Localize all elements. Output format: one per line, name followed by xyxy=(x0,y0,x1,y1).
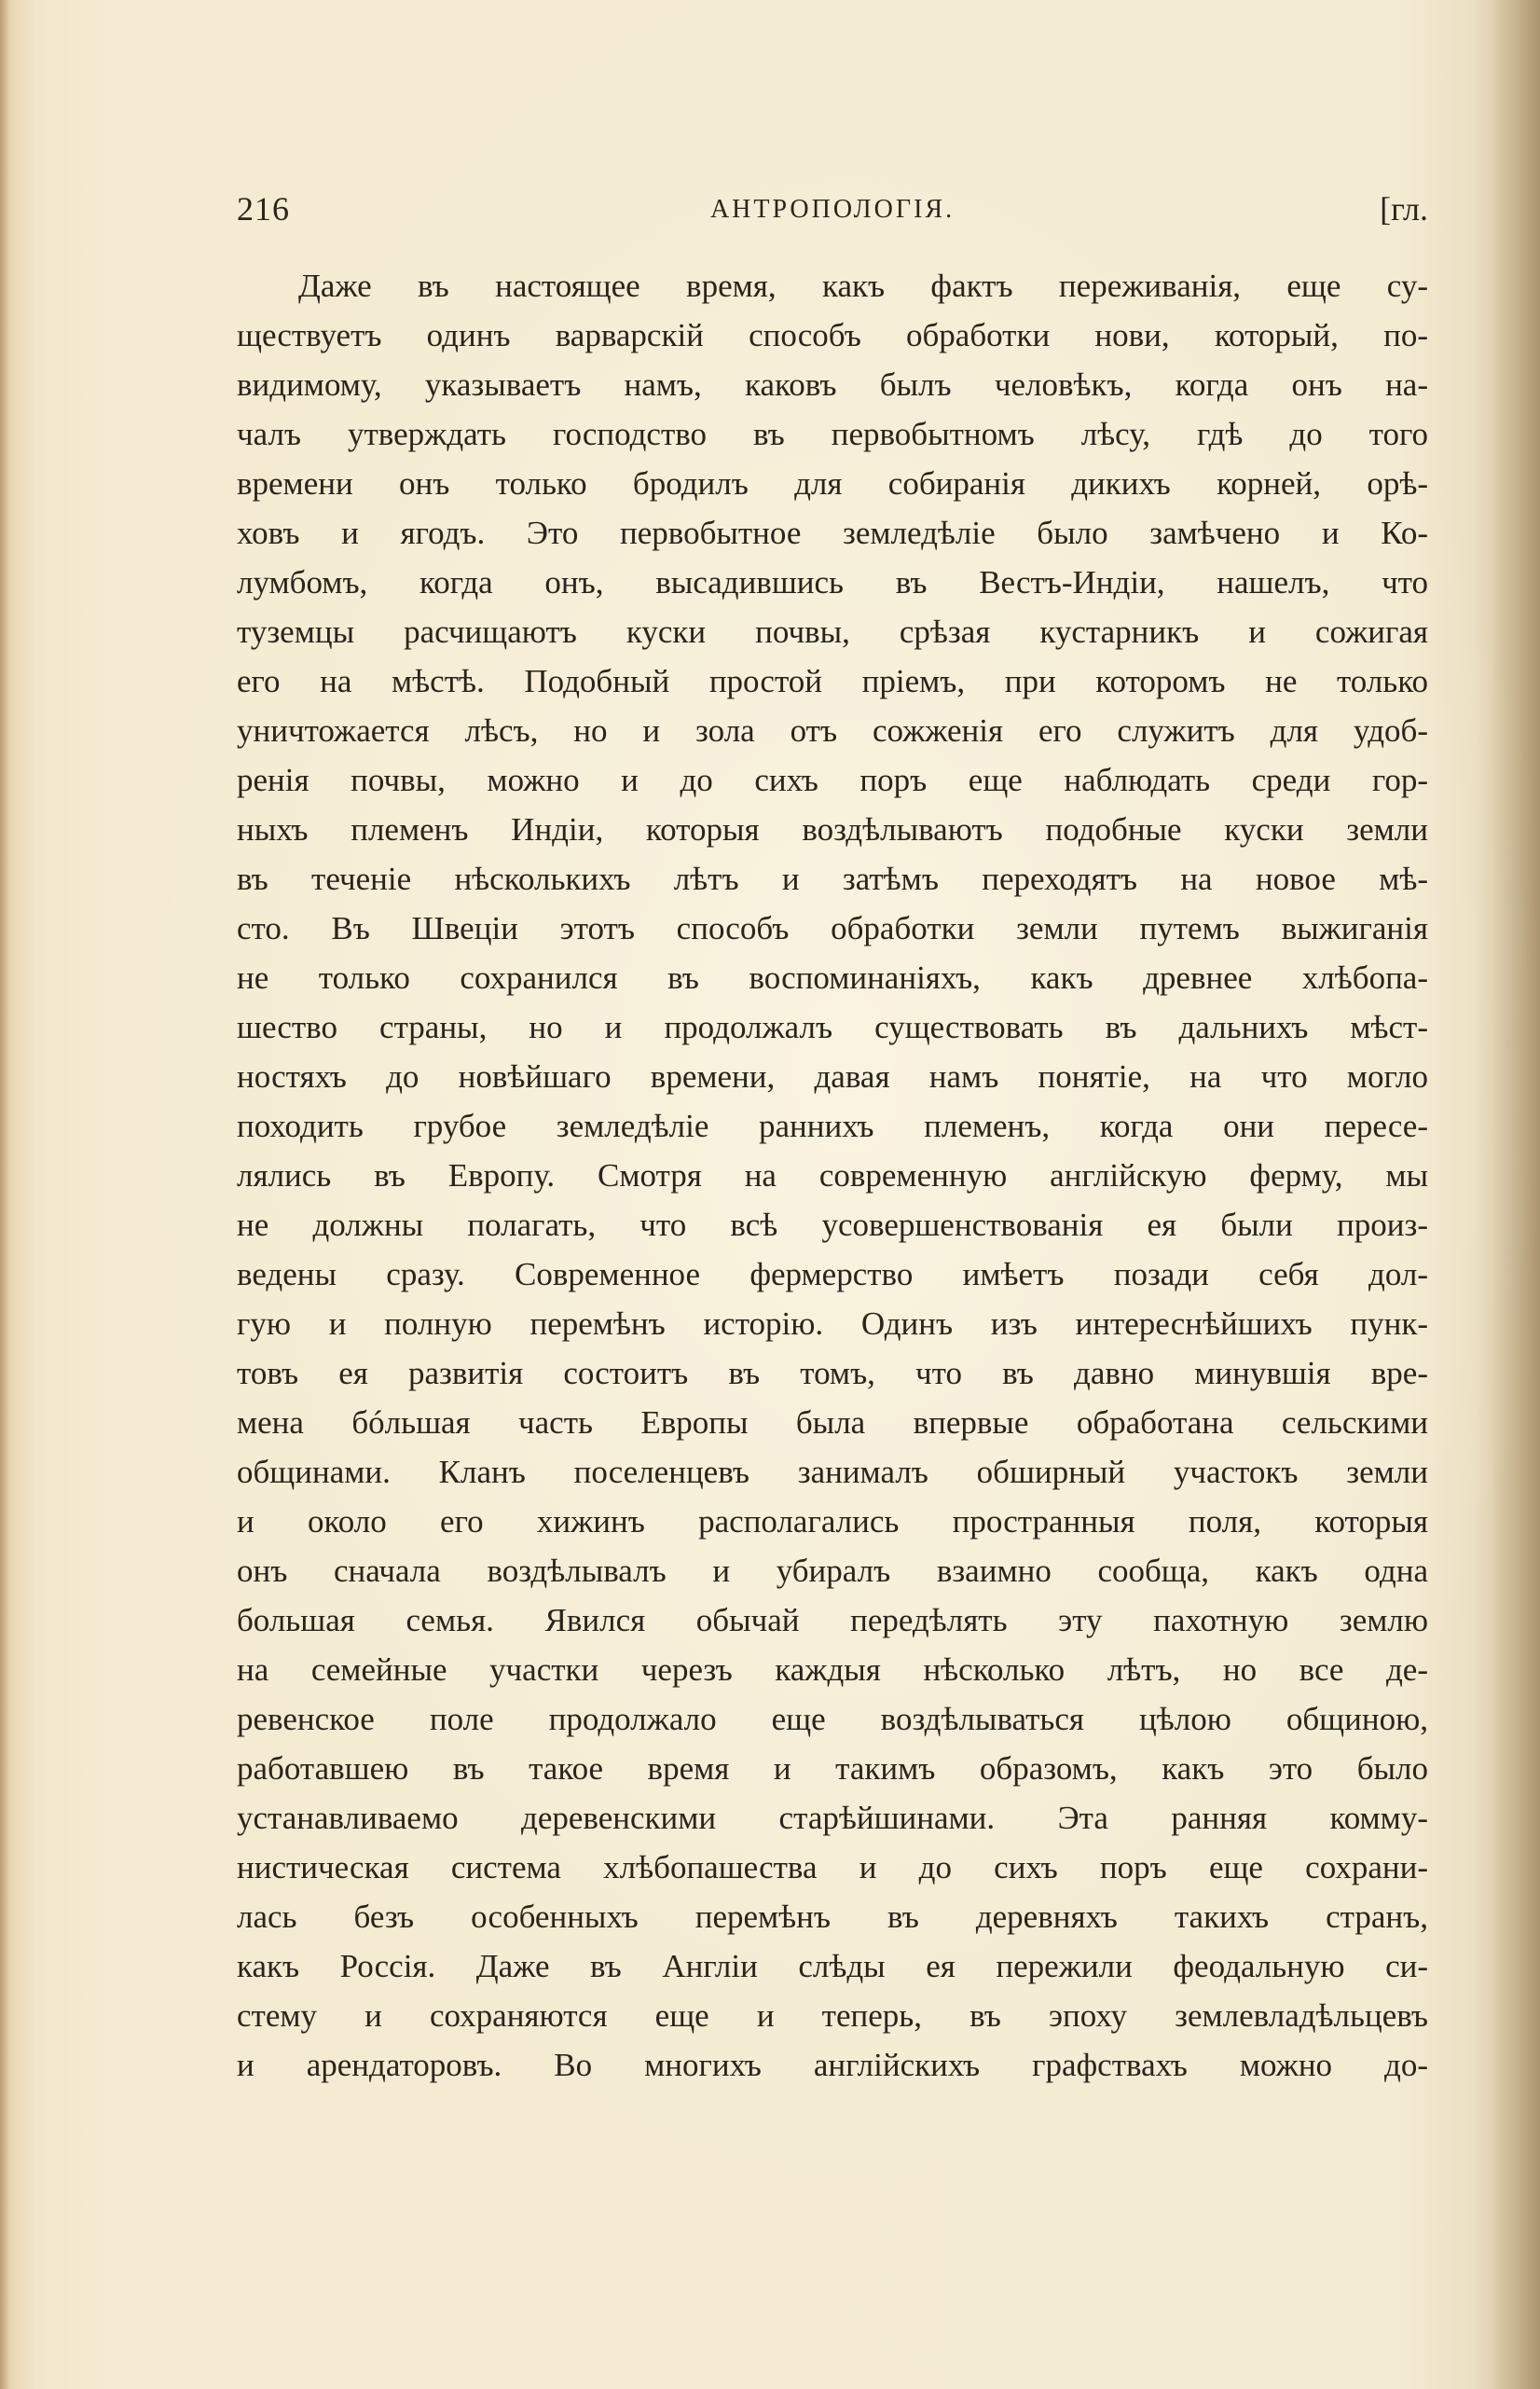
text-line: на семейные участки черезъ каждыя нѣсколько лѣтъ, но все де- xyxy=(237,1651,1428,1688)
text-line: онъ сначала воздѣлывалъ и убиралъ взаимно сообща, какъ одна xyxy=(237,1553,1428,1589)
text-line: туземцы расчищаютъ куски почвы, срѣзая кустарникъ и сожигая xyxy=(237,614,1428,650)
text-line: лась безъ особенныхъ перемѣнъ въ деревняхъ такихъ странъ, xyxy=(237,1899,1428,1935)
text-line: шество страны, но и продолжалъ существовать въ дальнихъ мѣст- xyxy=(237,1009,1428,1045)
text-line: не должны полагать, что всѣ усовершенствованія ея были произ- xyxy=(237,1207,1428,1243)
text-line: стему и сохраняются еще и теперь, въ эпоху землевладѣльцевъ xyxy=(237,1997,1428,2034)
text-line: ныхъ племенъ Индіи, которыя воздѣлываютъ подобные куски земли xyxy=(237,811,1428,848)
text-line: ществуетъ одинъ варварскій способъ обработки нови, который, по- xyxy=(237,317,1428,353)
text-line: большая семья. Явился обычай передѣлять эту пахотную землю xyxy=(237,1602,1428,1638)
running-title: АНТРОПОЛОГІЯ. xyxy=(709,195,956,224)
text-line: ностяхъ до новѣйшаго времени, давая намъ понятіе, на что могло xyxy=(237,1058,1428,1095)
text-line: его на мѣстѣ. Подобный простой пріемъ, при которомъ не только xyxy=(237,663,1428,699)
text-line: мена бóльшая часть Европы была впервые обработана сельскими xyxy=(237,1404,1428,1441)
text-line: нистическая система хлѣбопашества и до сихъ поръ еще сохрани- xyxy=(237,1849,1428,1885)
text-line: устанавливаемо деревенскими старѣйшинами. Эта ранняя комму- xyxy=(237,1800,1428,1836)
page-header xyxy=(237,189,1428,236)
text-line: ревенское поле продолжало еще воздѣлываться цѣлою общиною, xyxy=(237,1701,1428,1737)
text-line: и около его хижинъ располагались пространныя поля, которыя xyxy=(237,1503,1428,1540)
page-number: 216 xyxy=(237,190,290,228)
text-line: работавшею въ такое время и такимъ образомъ, какъ это было xyxy=(237,1750,1428,1787)
text-line: уничтожается лѣсъ, но и зола отъ сожженія его служитъ для удоб- xyxy=(237,712,1428,749)
page-right-shadow xyxy=(1492,0,1540,2389)
text-line: времени онъ только бродилъ для собиранія дикихъ корней, орѣ- xyxy=(237,465,1428,502)
text-line: какъ Россія. Даже въ Англіи слѣды ея пережили феодальную си- xyxy=(237,1948,1428,1984)
chapter-reference: [гл. xyxy=(1380,190,1428,228)
text-line: въ теченіе нѣсколькихъ лѣтъ и затѣмъ переходятъ на новое мѣ- xyxy=(237,861,1428,897)
page-left-edge xyxy=(0,0,9,2389)
text-line: и арендаторовъ. Во многихъ англійскихъ графствахъ можно до- xyxy=(237,2047,1428,2083)
text-line: Даже въ настоящее время, какъ фактъ переживанія, еще су- xyxy=(298,268,1428,304)
text-line: общинами. Кланъ поселенцевъ занималъ обширный участокъ земли xyxy=(237,1454,1428,1490)
text-line: ренія почвы, можно и до сихъ поръ еще наблюдать среди гор- xyxy=(237,762,1428,798)
text-line: товъ ея развитія состоитъ въ томъ, что въ давно минувшія вре- xyxy=(237,1355,1428,1391)
text-line: походить грубое земледѣліе раннихъ племенъ, когда они пересе- xyxy=(237,1108,1428,1144)
text-line: лумбомъ, когда онъ, высадившись въ Вестъ-Индіи, нашелъ, что xyxy=(237,564,1428,601)
text-line: не только сохранился въ воспоминаніяхъ, какъ древнее хлѣбопа- xyxy=(237,960,1428,996)
text-line: лялись въ Европу. Смотря на современную англійскую ферму, мы xyxy=(237,1157,1428,1194)
text-line: ховъ и ягодъ. Это первобытное земледѣліе было замѣчено и Ко- xyxy=(237,515,1428,551)
text-line: видимому, указываетъ намъ, каковъ былъ человѣкъ, когда онъ на- xyxy=(237,366,1428,403)
text-line: гую и полную перемѣнъ исторію. Одинъ изъ интереснѣйшихъ пунк- xyxy=(237,1305,1428,1342)
text-line: сто. Въ Швеціи этотъ способъ обработки земли путемъ выжиганія xyxy=(237,910,1428,946)
text-line: ведены сразу. Современное фермерство имѣетъ позади себя дол- xyxy=(237,1256,1428,1292)
body-text xyxy=(237,261,1428,2090)
text-line: чалъ утверждать господство въ первобытномъ лѣсу, гдѣ до того xyxy=(237,416,1428,452)
